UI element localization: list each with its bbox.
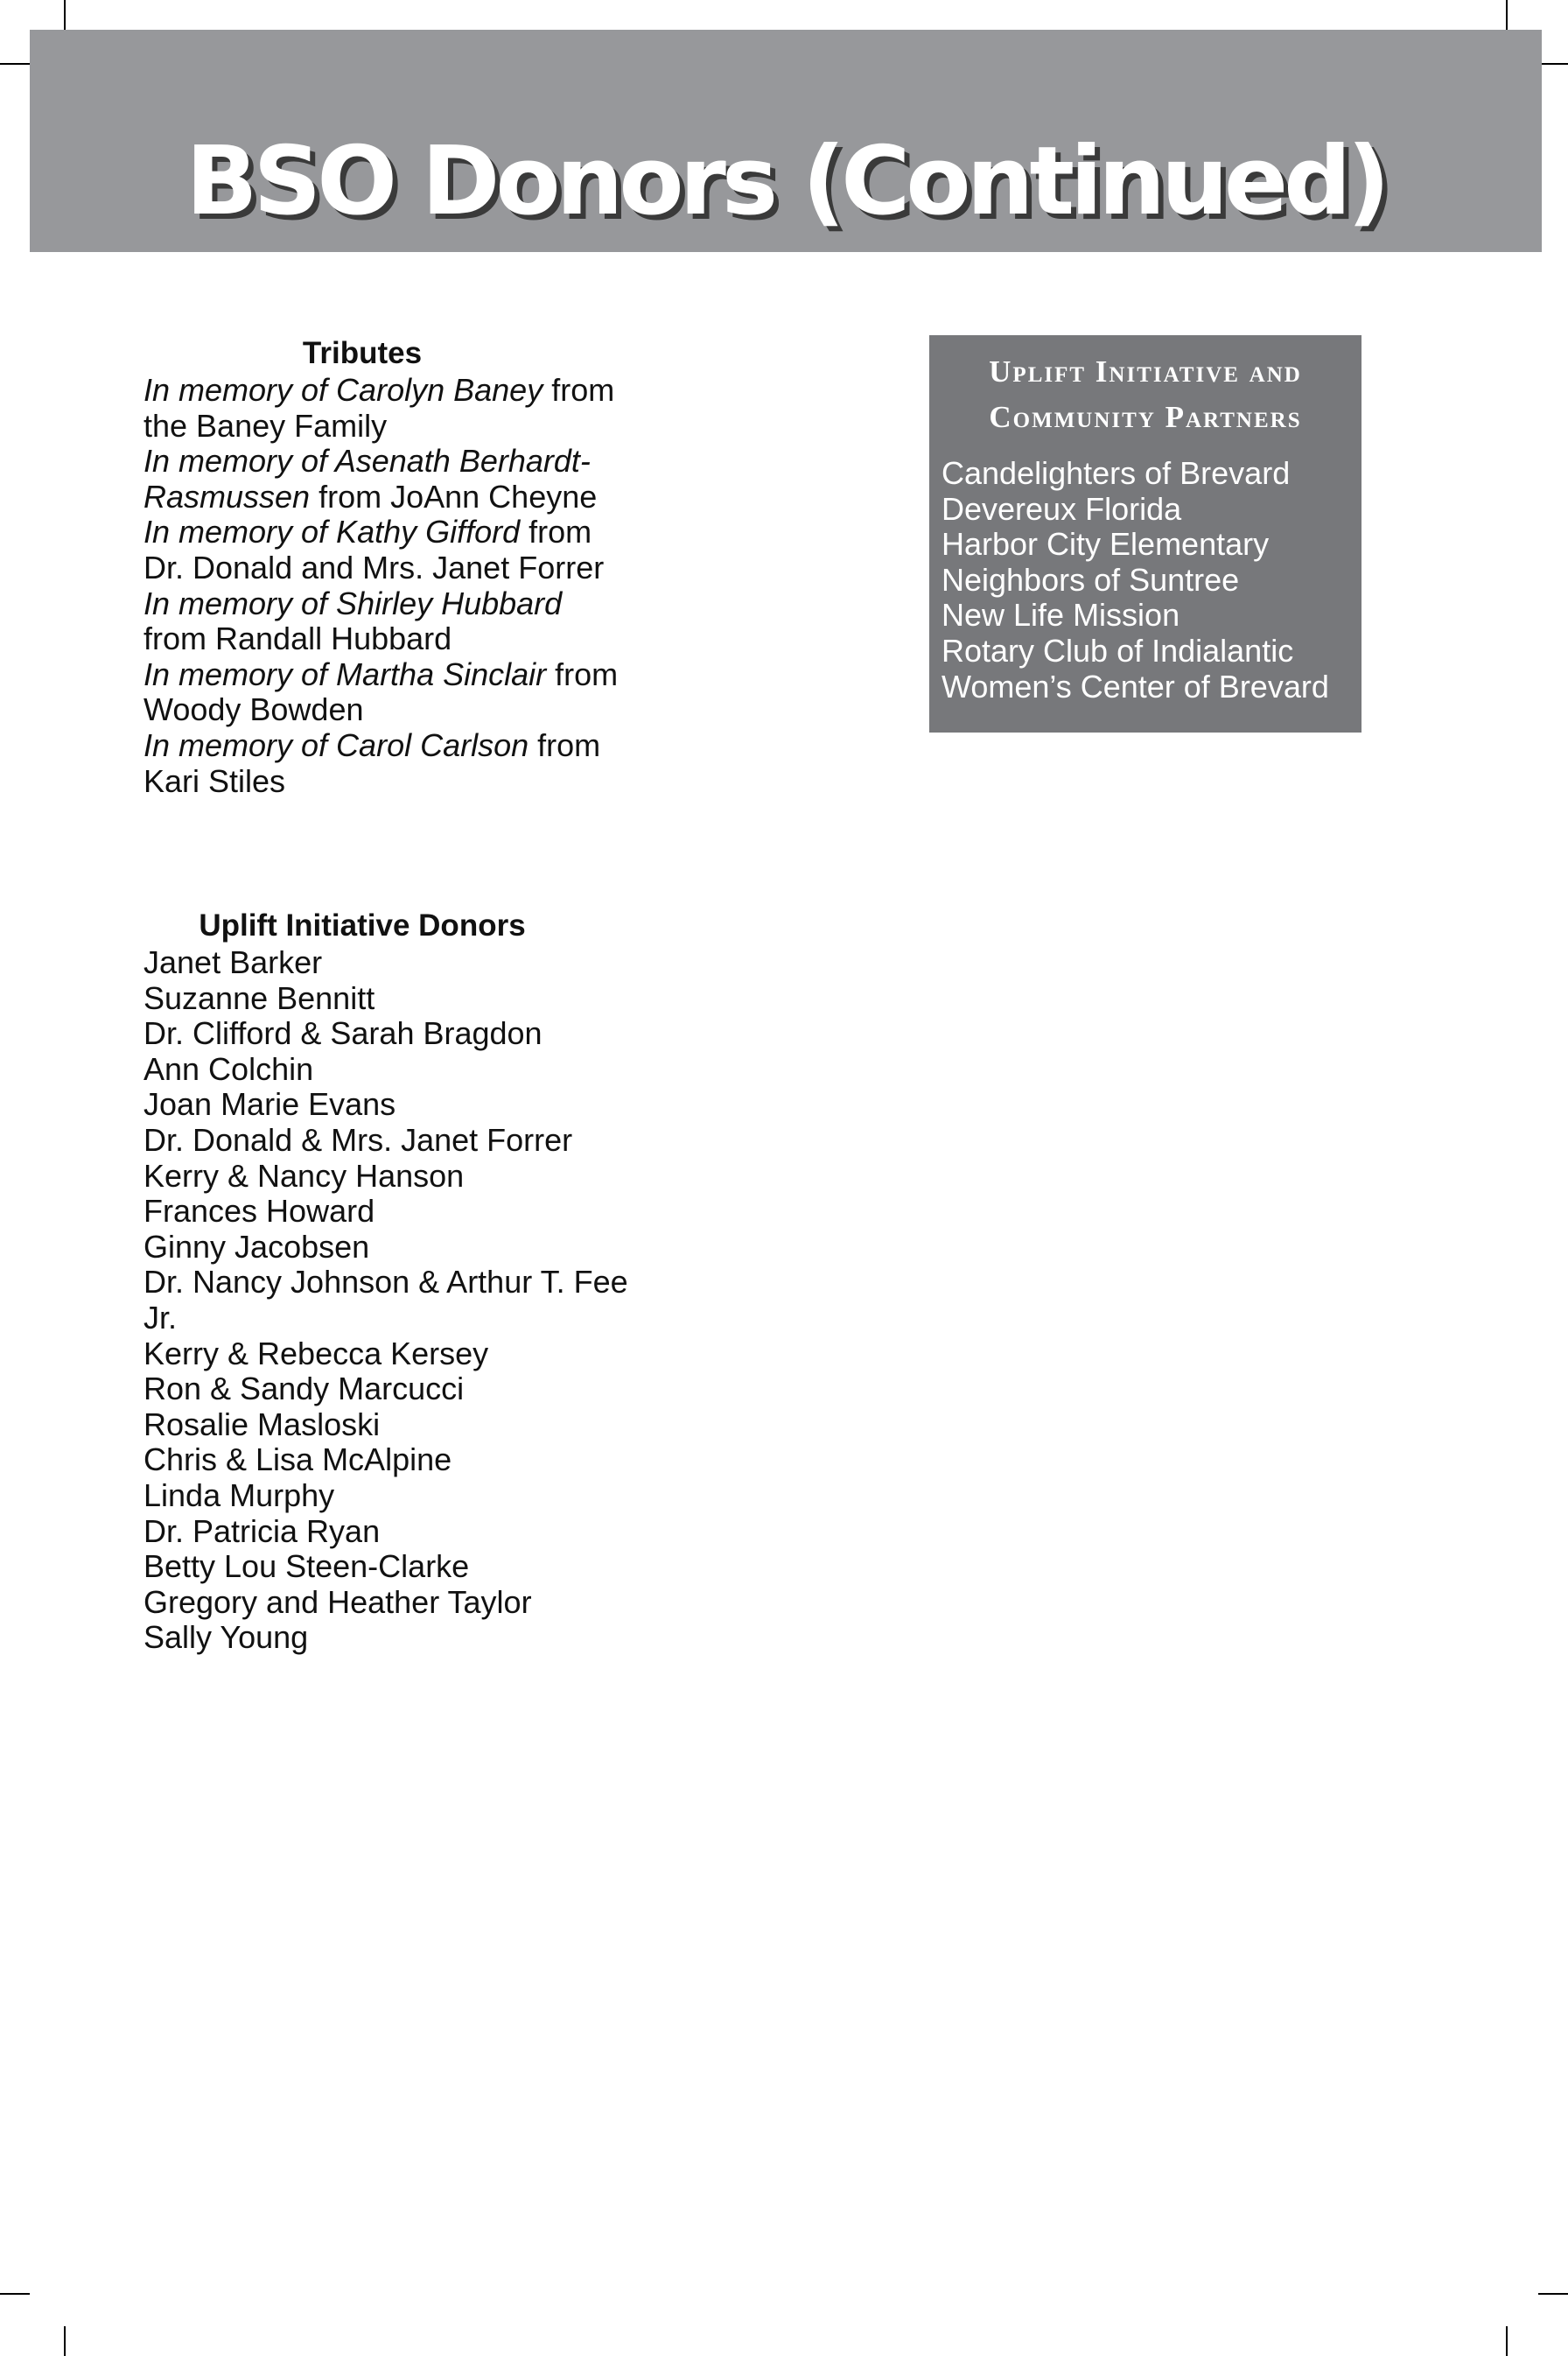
donor-list [144, 945, 634, 1656]
tribute-from: from Kari Stiles [144, 726, 601, 799]
donor-name: Ron & Sandy Marcucci [144, 1371, 465, 1407]
donor-name: Rosalie Masloski [144, 1406, 381, 1442]
tribute-from: from Randall Hubbard [144, 621, 452, 657]
donor-name: Dr. Nancy Johnson & Arthur T. Fee Jr. [144, 1264, 628, 1336]
tribute-memorial: In memory of Asenath Berhardt-Rasmussen [144, 443, 591, 515]
donor-name: Chris & Lisa McAlpine [144, 1441, 452, 1478]
tribute-memorial: In memory of Martha Sinclair [144, 656, 547, 692]
tribute-memorial: In memory of Carolyn Baney [144, 372, 543, 408]
partner-name: Harbor City Elementary [942, 526, 1270, 563]
tribute-from: from JoAnn Cheyne [318, 478, 598, 515]
partner-name: Candelighters of Brevard [942, 455, 1291, 491]
donor-name: Joan Marie Evans [144, 1086, 396, 1123]
crop-mark [0, 2293, 30, 2295]
tribute-memorial: In memory of Kathy Gifford [144, 514, 521, 550]
partners-title [929, 349, 1362, 440]
crop-mark [1506, 2326, 1508, 2356]
tribute-entry [144, 586, 634, 657]
uplift-donors-heading: Uplift Initiative Donors [199, 908, 526, 943]
tribute-entry [144, 657, 634, 728]
donor-name: Sally Young [144, 1619, 309, 1656]
donor-name: Gregory and Heather Taylor [144, 1583, 532, 1620]
donor-name: Suzanne Bennitt [144, 979, 375, 1016]
page-title: BSO Donors (Continued) [186, 127, 1386, 236]
partners-box [929, 335, 1362, 733]
donor-name: Betty Lou Steen-Clarke [144, 1548, 470, 1585]
tribute-memorial: In memory of Shirley Hubbard [144, 585, 563, 621]
tribute-from: from Dr. Donald and Mrs. Janet Forrer [144, 514, 605, 585]
donor-name: Janet Barker [144, 944, 323, 980]
donor-name: Ginny Jacobsen [144, 1228, 370, 1265]
tributes-heading: Tributes [302, 336, 423, 370]
donor-name: Dr. Donald & Mrs. Janet Forrer [144, 1121, 573, 1158]
tribute-list [144, 373, 634, 799]
crop-mark [0, 63, 30, 65]
tribute-entry [144, 444, 634, 515]
tribute-entry [144, 373, 634, 444]
tribute-from: from the Baney Family [144, 372, 615, 444]
partners-title-line2: Community Partners [989, 400, 1302, 434]
donor-name: Linda Murphy [144, 1476, 335, 1513]
title-banner [30, 30, 1542, 252]
donor-name: Frances Howard [144, 1193, 375, 1230]
partner-name: New Life Mission [942, 597, 1180, 634]
tribute-entry [144, 728, 634, 799]
partner-name: Devereux Florida [942, 490, 1182, 527]
donor-name: Dr. Clifford & Sarah Bragdon [144, 1015, 542, 1052]
uplift-donors-section [144, 907, 634, 1656]
partner-name: Women’s Center of Brevard [942, 668, 1329, 705]
donor-name: Ann Colchin [144, 1050, 314, 1087]
crop-mark [64, 0, 66, 30]
tributes-section [144, 334, 634, 799]
partner-name: Neighbors of Suntree [942, 561, 1240, 598]
crop-mark [1538, 63, 1568, 65]
partner-list [929, 456, 1362, 705]
crop-mark [64, 2326, 66, 2356]
donor-name: Kerry & Nancy Hanson [144, 1157, 465, 1194]
donor-name: Dr. Patricia Ryan [144, 1512, 381, 1549]
tribute-from: from Woody Bowden [144, 656, 619, 728]
partner-name: Rotary Club of Indialantic [942, 632, 1294, 669]
tribute-entry [144, 515, 634, 585]
donor-name: Kerry & Rebecca Kersey [144, 1335, 489, 1371]
crop-mark [1506, 0, 1508, 30]
partners-title-line1: Uplift Initiative and [989, 354, 1302, 389]
crop-mark [1538, 2293, 1568, 2295]
tribute-memorial: In memory of Carol Carlson [144, 726, 529, 763]
